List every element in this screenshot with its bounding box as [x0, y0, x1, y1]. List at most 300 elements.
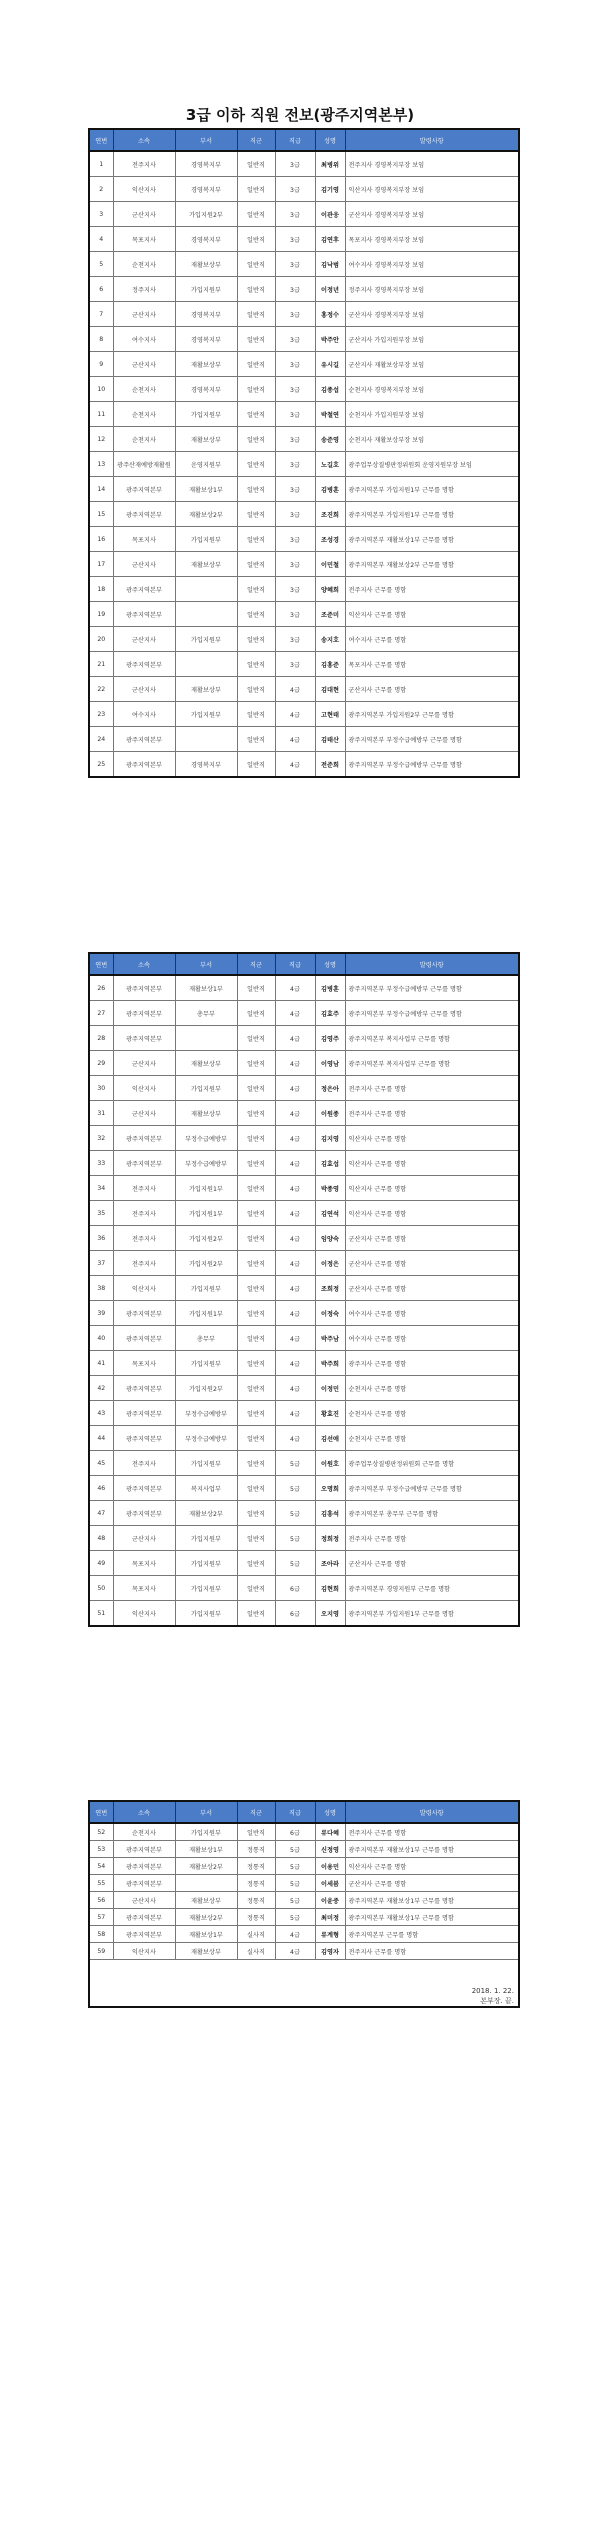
- table-row: [89, 1226, 519, 1251]
- cell-assignment: 전주지사 근무를 명함: [345, 1823, 519, 1841]
- cell-assignment: 순천지사 경영복지부장 보임: [345, 377, 519, 402]
- cell-row-number: 10: [89, 377, 113, 402]
- cell-job-group: 일반직: [237, 552, 275, 577]
- cell-name: 김병훈: [315, 975, 345, 1001]
- cell-row-number: 43: [89, 1401, 113, 1426]
- cell-assignment: 전주지사 근무를 명함: [345, 1526, 519, 1551]
- cell-name: 임양숙: [315, 1226, 345, 1251]
- cell-department: 재활보상부: [175, 1892, 237, 1909]
- cell-job-group: 일반직: [237, 652, 275, 677]
- cell-job-group: 일반직: [237, 1226, 275, 1251]
- cell-grade: 5급: [275, 1841, 315, 1858]
- cell-name: 박주안: [315, 327, 345, 352]
- cell-row-number: 19: [89, 602, 113, 627]
- cell-affiliation: 군산지사: [113, 1526, 175, 1551]
- cell-affiliation: 광주지역본부: [113, 1858, 175, 1875]
- table-row: [89, 1126, 519, 1151]
- cell-assignment: 광주지역본부 부정수급예방부 근무를 명함: [345, 975, 519, 1001]
- cell-name: 김현희: [315, 1576, 345, 1601]
- cell-row-number: 37: [89, 1251, 113, 1276]
- table-row: [89, 1892, 519, 1909]
- cell-job-group: 일반직: [237, 427, 275, 452]
- cell-row-number: 46: [89, 1476, 113, 1501]
- cell-job-group: 실사직: [237, 1926, 275, 1943]
- cell-department: [175, 727, 237, 752]
- cell-row-number: 41: [89, 1351, 113, 1376]
- table-row: [89, 202, 519, 227]
- cell-job-group: 일반직: [237, 677, 275, 702]
- cell-department: 재활보상부: [175, 252, 237, 277]
- cell-affiliation: 순천지사: [113, 427, 175, 452]
- table-row: [89, 752, 519, 778]
- cell-department: [175, 1875, 237, 1892]
- cell-assignment: 광주지역본부 가입지원1부 근무를 명함: [345, 477, 519, 502]
- cell-grade: 4급: [275, 677, 315, 702]
- header-job-group: 직군: [237, 1801, 275, 1823]
- cell-department: 재활보상부: [175, 1101, 237, 1126]
- cell-department: 재활보상부: [175, 1943, 237, 1960]
- cell-department: 가입지원부: [175, 1601, 237, 1627]
- cell-assignment: 전주지사 근무를 명함: [345, 577, 519, 602]
- cell-grade: 4급: [275, 1126, 315, 1151]
- cell-row-number: 29: [89, 1051, 113, 1076]
- transfer-table-1: [88, 128, 520, 778]
- cell-grade: 4급: [275, 1351, 315, 1376]
- cell-row-number: 38: [89, 1276, 113, 1301]
- cell-affiliation: 광주지역본부: [113, 1501, 175, 1526]
- cell-job-group: 일반직: [237, 1501, 275, 1526]
- cell-department: 경영복지부: [175, 151, 237, 177]
- cell-job-group: 일반직: [237, 1451, 275, 1476]
- cell-grade: 3급: [275, 151, 315, 177]
- cell-job-group: 일반직: [237, 502, 275, 527]
- cell-job-group: 일반직: [237, 1251, 275, 1276]
- cell-job-group: 일반직: [237, 151, 275, 177]
- cell-row-number: 20: [89, 627, 113, 652]
- cell-department: 가입지원1부: [175, 1176, 237, 1201]
- cell-name: 이윤중: [315, 1892, 345, 1909]
- table-header-row: [89, 1801, 519, 1823]
- cell-name: 박종영: [315, 1176, 345, 1201]
- table-row: [89, 1526, 519, 1551]
- cell-department: 경영복지부: [175, 227, 237, 252]
- footer-row: [89, 1960, 519, 2008]
- cell-grade: 5급: [275, 1526, 315, 1551]
- cell-grade: 5급: [275, 1501, 315, 1526]
- cell-row-number: 24: [89, 727, 113, 752]
- cell-grade: 3급: [275, 427, 315, 452]
- table-row: [89, 1076, 519, 1101]
- cell-assignment: 광주지역본부 부정수급예방부 근무를 명함: [345, 752, 519, 778]
- cell-job-group: 일반직: [237, 1176, 275, 1201]
- table-row: [89, 1001, 519, 1026]
- cell-department: 가입지원2부: [175, 1226, 237, 1251]
- cell-assignment: 전주지사 근무를 명함: [345, 1076, 519, 1101]
- cell-job-group: 일반직: [237, 327, 275, 352]
- cell-affiliation: 광주지역본부: [113, 1426, 175, 1451]
- cell-department: 재활보상1부: [175, 1926, 237, 1943]
- cell-row-number: 57: [89, 1909, 113, 1926]
- cell-row-number: 11: [89, 402, 113, 427]
- cell-name: 박철연: [315, 402, 345, 427]
- cell-affiliation: 순천지사: [113, 252, 175, 277]
- header-name: 성명: [315, 953, 345, 975]
- cell-affiliation: 광주지역본부: [113, 975, 175, 1001]
- cell-row-number: 1: [89, 151, 113, 177]
- header-affiliation: 소속: [113, 129, 175, 151]
- cell-job-group: 일반직: [237, 1526, 275, 1551]
- cell-row-number: 32: [89, 1126, 113, 1151]
- cell-grade: 5급: [275, 1476, 315, 1501]
- cell-grade: 4급: [275, 1051, 315, 1076]
- header-department: 부서: [175, 1801, 237, 1823]
- transfer-table-2: [88, 952, 520, 1627]
- cell-job-group: 일반직: [237, 1301, 275, 1326]
- cell-job-group: 일반직: [237, 1426, 275, 1451]
- cell-assignment: 광주지역본부 부정수급예방부 근무를 명함: [345, 727, 519, 752]
- header-job-group: 직군: [237, 953, 275, 975]
- cell-name: 최병위: [315, 151, 345, 177]
- table-row: [89, 652, 519, 677]
- document-title: 3급 이하 직원 전보(광주지역본부): [185, 106, 415, 124]
- cell-assignment: 순천지사 가입지원부장 보임: [345, 402, 519, 427]
- cell-assignment: 군산지사 재활보상부장 보임: [345, 352, 519, 377]
- cell-grade: 6급: [275, 1601, 315, 1627]
- cell-name: 이정민: [315, 1376, 345, 1401]
- cell-name: 이민철: [315, 552, 345, 577]
- cell-assignment: 광주지역본부 재활보상1부 근무를 명함: [345, 1909, 519, 1926]
- table-row: [89, 327, 519, 352]
- cell-department: 부정수급예방부: [175, 1151, 237, 1176]
- cell-assignment: 군산지사 근무를 명함: [345, 1276, 519, 1301]
- cell-affiliation: 익산지사: [113, 1601, 175, 1627]
- cell-grade: 3급: [275, 327, 315, 352]
- cell-grade: 4급: [275, 1101, 315, 1126]
- table-row: [89, 1426, 519, 1451]
- cell-row-number: 8: [89, 327, 113, 352]
- cell-department: 가입지원2부: [175, 1376, 237, 1401]
- cell-department: 재활보상2부: [175, 1909, 237, 1926]
- cell-department: 가입지원2부: [175, 1251, 237, 1276]
- table-row: [89, 1201, 519, 1226]
- cell-affiliation: 정주지사: [113, 277, 175, 302]
- cell-assignment: 광주지역본부 재활보상1부 근무를 명함: [345, 527, 519, 552]
- cell-assignment: 익산지사 근무를 명함: [345, 1858, 519, 1875]
- cell-job-group: 일반직: [237, 1026, 275, 1051]
- cell-name: 이관웅: [315, 202, 345, 227]
- cell-affiliation: 익산지사: [113, 177, 175, 202]
- header-job-group: 직군: [237, 129, 275, 151]
- cell-row-number: 52: [89, 1823, 113, 1841]
- cell-affiliation: 광주지역본부: [113, 652, 175, 677]
- cell-row-number: 48: [89, 1526, 113, 1551]
- cell-affiliation: 광주지역본부: [113, 1126, 175, 1151]
- cell-name: 정은아: [315, 1076, 345, 1101]
- cell-affiliation: 전주지사: [113, 1251, 175, 1276]
- cell-grade: 3급: [275, 352, 315, 377]
- cell-grade: 5급: [275, 1875, 315, 1892]
- cell-grade: 4급: [275, 1301, 315, 1326]
- cell-affiliation: 목포지사: [113, 527, 175, 552]
- cell-department: 가입지원부: [175, 1451, 237, 1476]
- cell-row-number: 47: [89, 1501, 113, 1526]
- table-row: [89, 502, 519, 527]
- cell-affiliation: 광주지역본부: [113, 1301, 175, 1326]
- cell-name: 조아라: [315, 1551, 345, 1576]
- cell-department: 운영지원부: [175, 452, 237, 477]
- cell-row-number: 5: [89, 252, 113, 277]
- table-row: [89, 302, 519, 327]
- cell-grade: 3급: [275, 302, 315, 327]
- header-assignment: 발령사항: [345, 129, 519, 151]
- cell-job-group: 일반직: [237, 452, 275, 477]
- cell-grade: 6급: [275, 1576, 315, 1601]
- table-row: [89, 352, 519, 377]
- cell-job-group: 일반직: [237, 1326, 275, 1351]
- cell-grade: 5급: [275, 1892, 315, 1909]
- cell-department: 가입지원1부: [175, 1201, 237, 1226]
- cell-affiliation: 순천지사: [113, 402, 175, 427]
- cell-assignment: 순천지사 근무를 명함: [345, 1401, 519, 1426]
- cell-row-number: 44: [89, 1426, 113, 1451]
- cell-name: 조성경: [315, 527, 345, 552]
- cell-department: 부정수급예방부: [175, 1126, 237, 1151]
- table-row: [89, 1451, 519, 1476]
- cell-assignment: 익산지사 근무를 명함: [345, 1176, 519, 1201]
- cell-row-number: 40: [89, 1326, 113, 1351]
- table-row: [89, 1875, 519, 1892]
- cell-name: 송준영: [315, 427, 345, 452]
- cell-grade: 3급: [275, 602, 315, 627]
- cell-assignment: 광주지역본부 부정수급예방부 근무를 명함: [345, 1476, 519, 1501]
- cell-job-group: 정통직: [237, 1858, 275, 1875]
- cell-department: 경영복지부: [175, 752, 237, 778]
- cell-grade: 3급: [275, 177, 315, 202]
- header-row-number: 연번: [89, 1801, 113, 1823]
- signature-block: [89, 1960, 519, 2008]
- cell-assignment: 군산지사 근무를 명함: [345, 1226, 519, 1251]
- table-row: [89, 277, 519, 302]
- cell-job-group: 일반직: [237, 1126, 275, 1151]
- cell-job-group: 정통직: [237, 1892, 275, 1909]
- cell-name: 이원호: [315, 1451, 345, 1476]
- cell-assignment: 광주업무상질병판정위원회 운영지원부장 보임: [345, 452, 519, 477]
- cell-row-number: 56: [89, 1892, 113, 1909]
- cell-department: 가입지원부: [175, 277, 237, 302]
- cell-job-group: 일반직: [237, 1076, 275, 1101]
- cell-department: 재활보상1부: [175, 975, 237, 1001]
- cell-assignment: 광주지역본부 복지사업부 근무를 명함: [345, 1026, 519, 1051]
- cell-department: 가입지원부: [175, 1576, 237, 1601]
- cell-affiliation: 군산지사: [113, 1051, 175, 1076]
- table-row: [89, 1926, 519, 1943]
- cell-job-group: 일반직: [237, 227, 275, 252]
- cell-affiliation: 익산지사: [113, 1943, 175, 1960]
- cell-name: 조준미: [315, 602, 345, 627]
- cell-row-number: 27: [89, 1001, 113, 1026]
- table-row: [89, 627, 519, 652]
- table-row: [89, 1051, 519, 1076]
- cell-assignment: 정주지사 경영복지부장 보임: [345, 277, 519, 302]
- header-grade: 직급: [275, 129, 315, 151]
- table-row: [89, 1476, 519, 1501]
- cell-name: 이정숙: [315, 1301, 345, 1326]
- cell-row-number: 13: [89, 452, 113, 477]
- cell-department: 재활보상2부: [175, 1858, 237, 1875]
- cell-name: 이영남: [315, 1051, 345, 1076]
- cell-department: [175, 1026, 237, 1051]
- cell-affiliation: 군산지사: [113, 202, 175, 227]
- cell-name: 황효진: [315, 1401, 345, 1426]
- cell-name: 조진희: [315, 502, 345, 527]
- cell-name: 노길호: [315, 452, 345, 477]
- table-row: [89, 552, 519, 577]
- header-grade: 직급: [275, 1801, 315, 1823]
- cell-row-number: 54: [89, 1858, 113, 1875]
- table-row: [89, 1576, 519, 1601]
- cell-grade: 4급: [275, 1151, 315, 1176]
- cell-department: 경영복지부: [175, 377, 237, 402]
- cell-affiliation: 광주지역본부: [113, 1476, 175, 1501]
- cell-name: 김연후: [315, 227, 345, 252]
- cell-affiliation: 광주산재예방재활원: [113, 452, 175, 477]
- cell-job-group: 일반직: [237, 602, 275, 627]
- cell-department: 경영복지부: [175, 177, 237, 202]
- cell-job-group: 일반직: [237, 477, 275, 502]
- cell-job-group: 일반직: [237, 1201, 275, 1226]
- cell-row-number: 2: [89, 177, 113, 202]
- header-department: 부서: [175, 953, 237, 975]
- table-row: [89, 1501, 519, 1526]
- cell-assignment: 군산지사 근무를 명함: [345, 1251, 519, 1276]
- cell-department: 가입지원부: [175, 1276, 237, 1301]
- cell-department: 재활보상2부: [175, 1501, 237, 1526]
- cell-assignment: 여수지사 근무를 명함: [345, 1301, 519, 1326]
- cell-grade: 4급: [275, 1176, 315, 1201]
- cell-affiliation: 광주지역본부: [113, 1376, 175, 1401]
- cell-department: 재활보상부: [175, 427, 237, 452]
- cell-department: 재활보상부: [175, 677, 237, 702]
- cell-job-group: 일반직: [237, 577, 275, 602]
- cell-row-number: 15: [89, 502, 113, 527]
- cell-affiliation: 순천지사: [113, 1823, 175, 1841]
- table-row: [89, 177, 519, 202]
- cell-row-number: 36: [89, 1226, 113, 1251]
- table-row: [89, 377, 519, 402]
- cell-assignment: 광주지역본부 가입지원1부 근무를 명함: [345, 502, 519, 527]
- cell-affiliation: 전주지사: [113, 1176, 175, 1201]
- table-row: [89, 1251, 519, 1276]
- cell-grade: 3급: [275, 202, 315, 227]
- cell-row-number: 51: [89, 1601, 113, 1627]
- header-row-number: 연번: [89, 129, 113, 151]
- table-row: [89, 1276, 519, 1301]
- cell-affiliation: 전주지사: [113, 1226, 175, 1251]
- table-row: [89, 677, 519, 702]
- cell-grade: 4급: [275, 727, 315, 752]
- cell-grade: 5급: [275, 1551, 315, 1576]
- cell-row-number: 59: [89, 1943, 113, 1960]
- cell-name: 김효주: [315, 1001, 345, 1026]
- cell-affiliation: 군산지사: [113, 627, 175, 652]
- cell-name: 고현태: [315, 702, 345, 727]
- cell-job-group: 일반직: [237, 1001, 275, 1026]
- cell-row-number: 25: [89, 752, 113, 778]
- cell-affiliation: 전주지사: [113, 151, 175, 177]
- cell-grade: 3급: [275, 252, 315, 277]
- cell-affiliation: 군산지사: [113, 302, 175, 327]
- cell-department: [175, 652, 237, 677]
- cell-name: 김효섭: [315, 1151, 345, 1176]
- cell-name: 이용민: [315, 1858, 345, 1875]
- table-row: [89, 1551, 519, 1576]
- cell-name: 이세봄: [315, 1875, 345, 1892]
- cell-grade: 5급: [275, 1909, 315, 1926]
- header-row-number: 연번: [89, 953, 113, 975]
- cell-grade: 4급: [275, 1401, 315, 1426]
- cell-job-group: 일반직: [237, 1351, 275, 1376]
- cell-affiliation: 군산지사: [113, 552, 175, 577]
- table-row: [89, 602, 519, 627]
- table-row: [89, 1858, 519, 1875]
- table-row: [89, 452, 519, 477]
- cell-grade: 6급: [275, 1823, 315, 1841]
- cell-assignment: 광주지역본부 가입지원1부 근무를 명함: [345, 1601, 519, 1627]
- cell-job-group: 일반직: [237, 1823, 275, 1841]
- cell-assignment: 전주지사 근무를 명함: [345, 1943, 519, 1960]
- cell-department: 경영복지부: [175, 327, 237, 352]
- cell-department: 부정수급예방부: [175, 1401, 237, 1426]
- cell-assignment: 광주지역본부 부정수급예방부 근무를 명함: [345, 1001, 519, 1026]
- cell-name: 이정년: [315, 277, 345, 302]
- cell-row-number: 49: [89, 1551, 113, 1576]
- cell-affiliation: 전주지사: [113, 1201, 175, 1226]
- cell-affiliation: 순천지사: [113, 377, 175, 402]
- table-row: [89, 577, 519, 602]
- cell-job-group: 일반직: [237, 627, 275, 652]
- table-row: [89, 1841, 519, 1858]
- cell-assignment: 군산지사 근무를 명함: [345, 1551, 519, 1576]
- cell-affiliation: 광주지역본부: [113, 602, 175, 627]
- header-name: 성명: [315, 1801, 345, 1823]
- cell-assignment: 익산지사 근무를 명함: [345, 602, 519, 627]
- table-row: [89, 1351, 519, 1376]
- cell-department: [175, 577, 237, 602]
- cell-row-number: 23: [89, 702, 113, 727]
- cell-name: 박주남: [315, 1326, 345, 1351]
- cell-row-number: 30: [89, 1076, 113, 1101]
- cell-job-group: 일반직: [237, 1101, 275, 1126]
- cell-grade: 3급: [275, 627, 315, 652]
- cell-department: 재활보상1부: [175, 1841, 237, 1858]
- cell-row-number: 17: [89, 552, 113, 577]
- cell-name: 전준희: [315, 752, 345, 778]
- cell-affiliation: 목포지사: [113, 1576, 175, 1601]
- cell-grade: 4급: [275, 1943, 315, 1960]
- table-row: [89, 1376, 519, 1401]
- cell-name: 오명희: [315, 1476, 345, 1501]
- table-row: [89, 1026, 519, 1051]
- cell-grade: 3급: [275, 652, 315, 677]
- cell-row-number: 45: [89, 1451, 113, 1476]
- cell-row-number: 55: [89, 1875, 113, 1892]
- cell-row-number: 18: [89, 577, 113, 602]
- cell-row-number: 58: [89, 1926, 113, 1943]
- cell-assignment: 광주지역본부 경영지원부 근무를 명함: [345, 1576, 519, 1601]
- cell-row-number: 28: [89, 1026, 113, 1051]
- header-affiliation: 소속: [113, 1801, 175, 1823]
- cell-grade: 4급: [275, 1226, 315, 1251]
